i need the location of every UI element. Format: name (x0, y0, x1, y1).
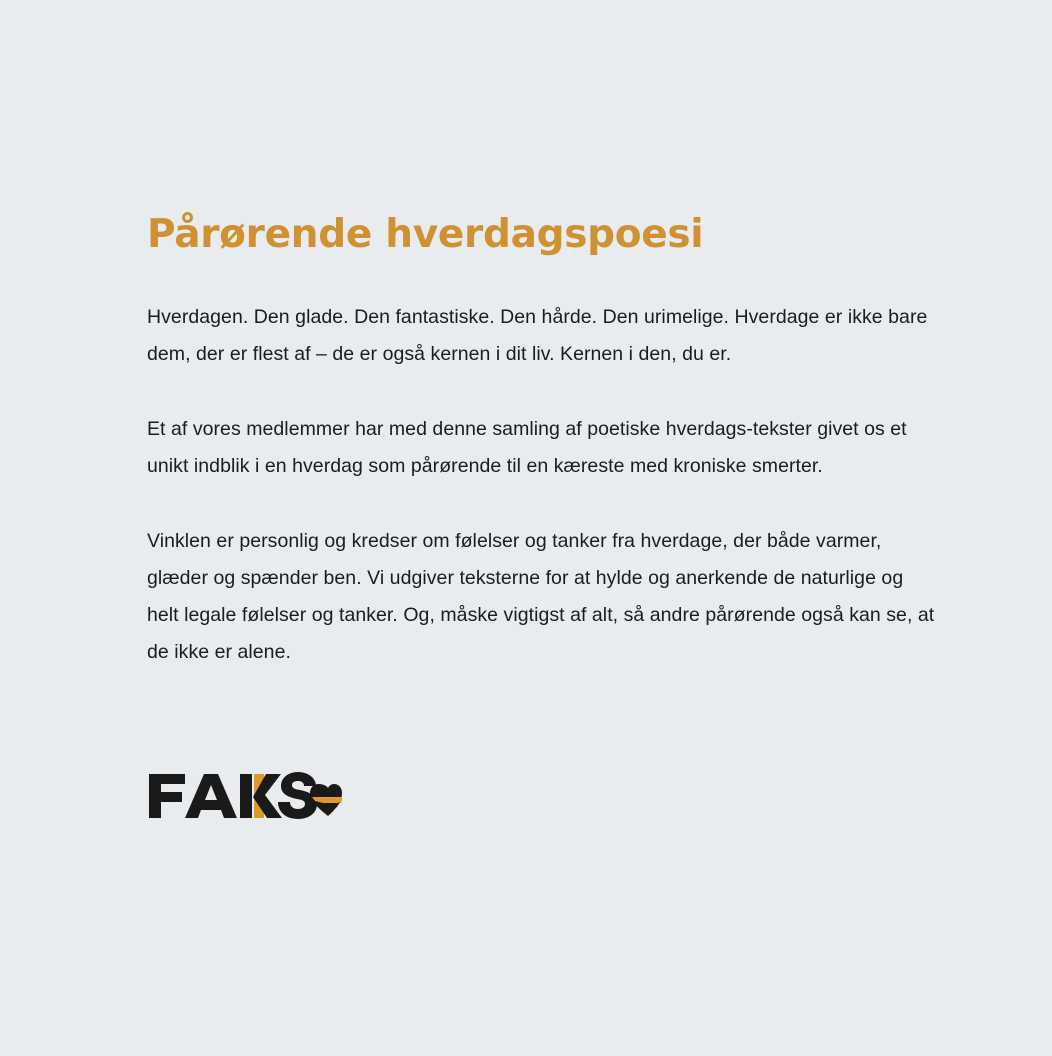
body-paragraph: Vinklen er personlig og kredser om følelser og tanker fra hverdage, der både varmer, glæder og spænder ben. Vi udgiver teksterne for at hylde og anerkende de naturlige og helt legale følelser og tanker. Og, måske vigtigst af alt, så andre pårørende også kan se, at de ikke er alene. (147, 529, 935, 663)
document-content (147, 212, 947, 671)
body-paragraph: Et af vores medlemmer har med denne samling af poetiske hverdags-tekster givet os et unikt indblik i en hverdag som pårørende til en kæreste med kroniske smerter. (147, 417, 907, 477)
faks-heart-logo-icon (147, 768, 342, 824)
body-paragraph: Hverdagen. Den glade. Den fantastiske. Den hårde. Den urimelige. Hverdage er ikke bare dem, der er flest af – de er også kernen i dit liv. Kernen i den, du er. (147, 305, 928, 365)
page-title: Pårørende hverdagspoesi (147, 212, 704, 257)
faks-logo (147, 768, 342, 824)
